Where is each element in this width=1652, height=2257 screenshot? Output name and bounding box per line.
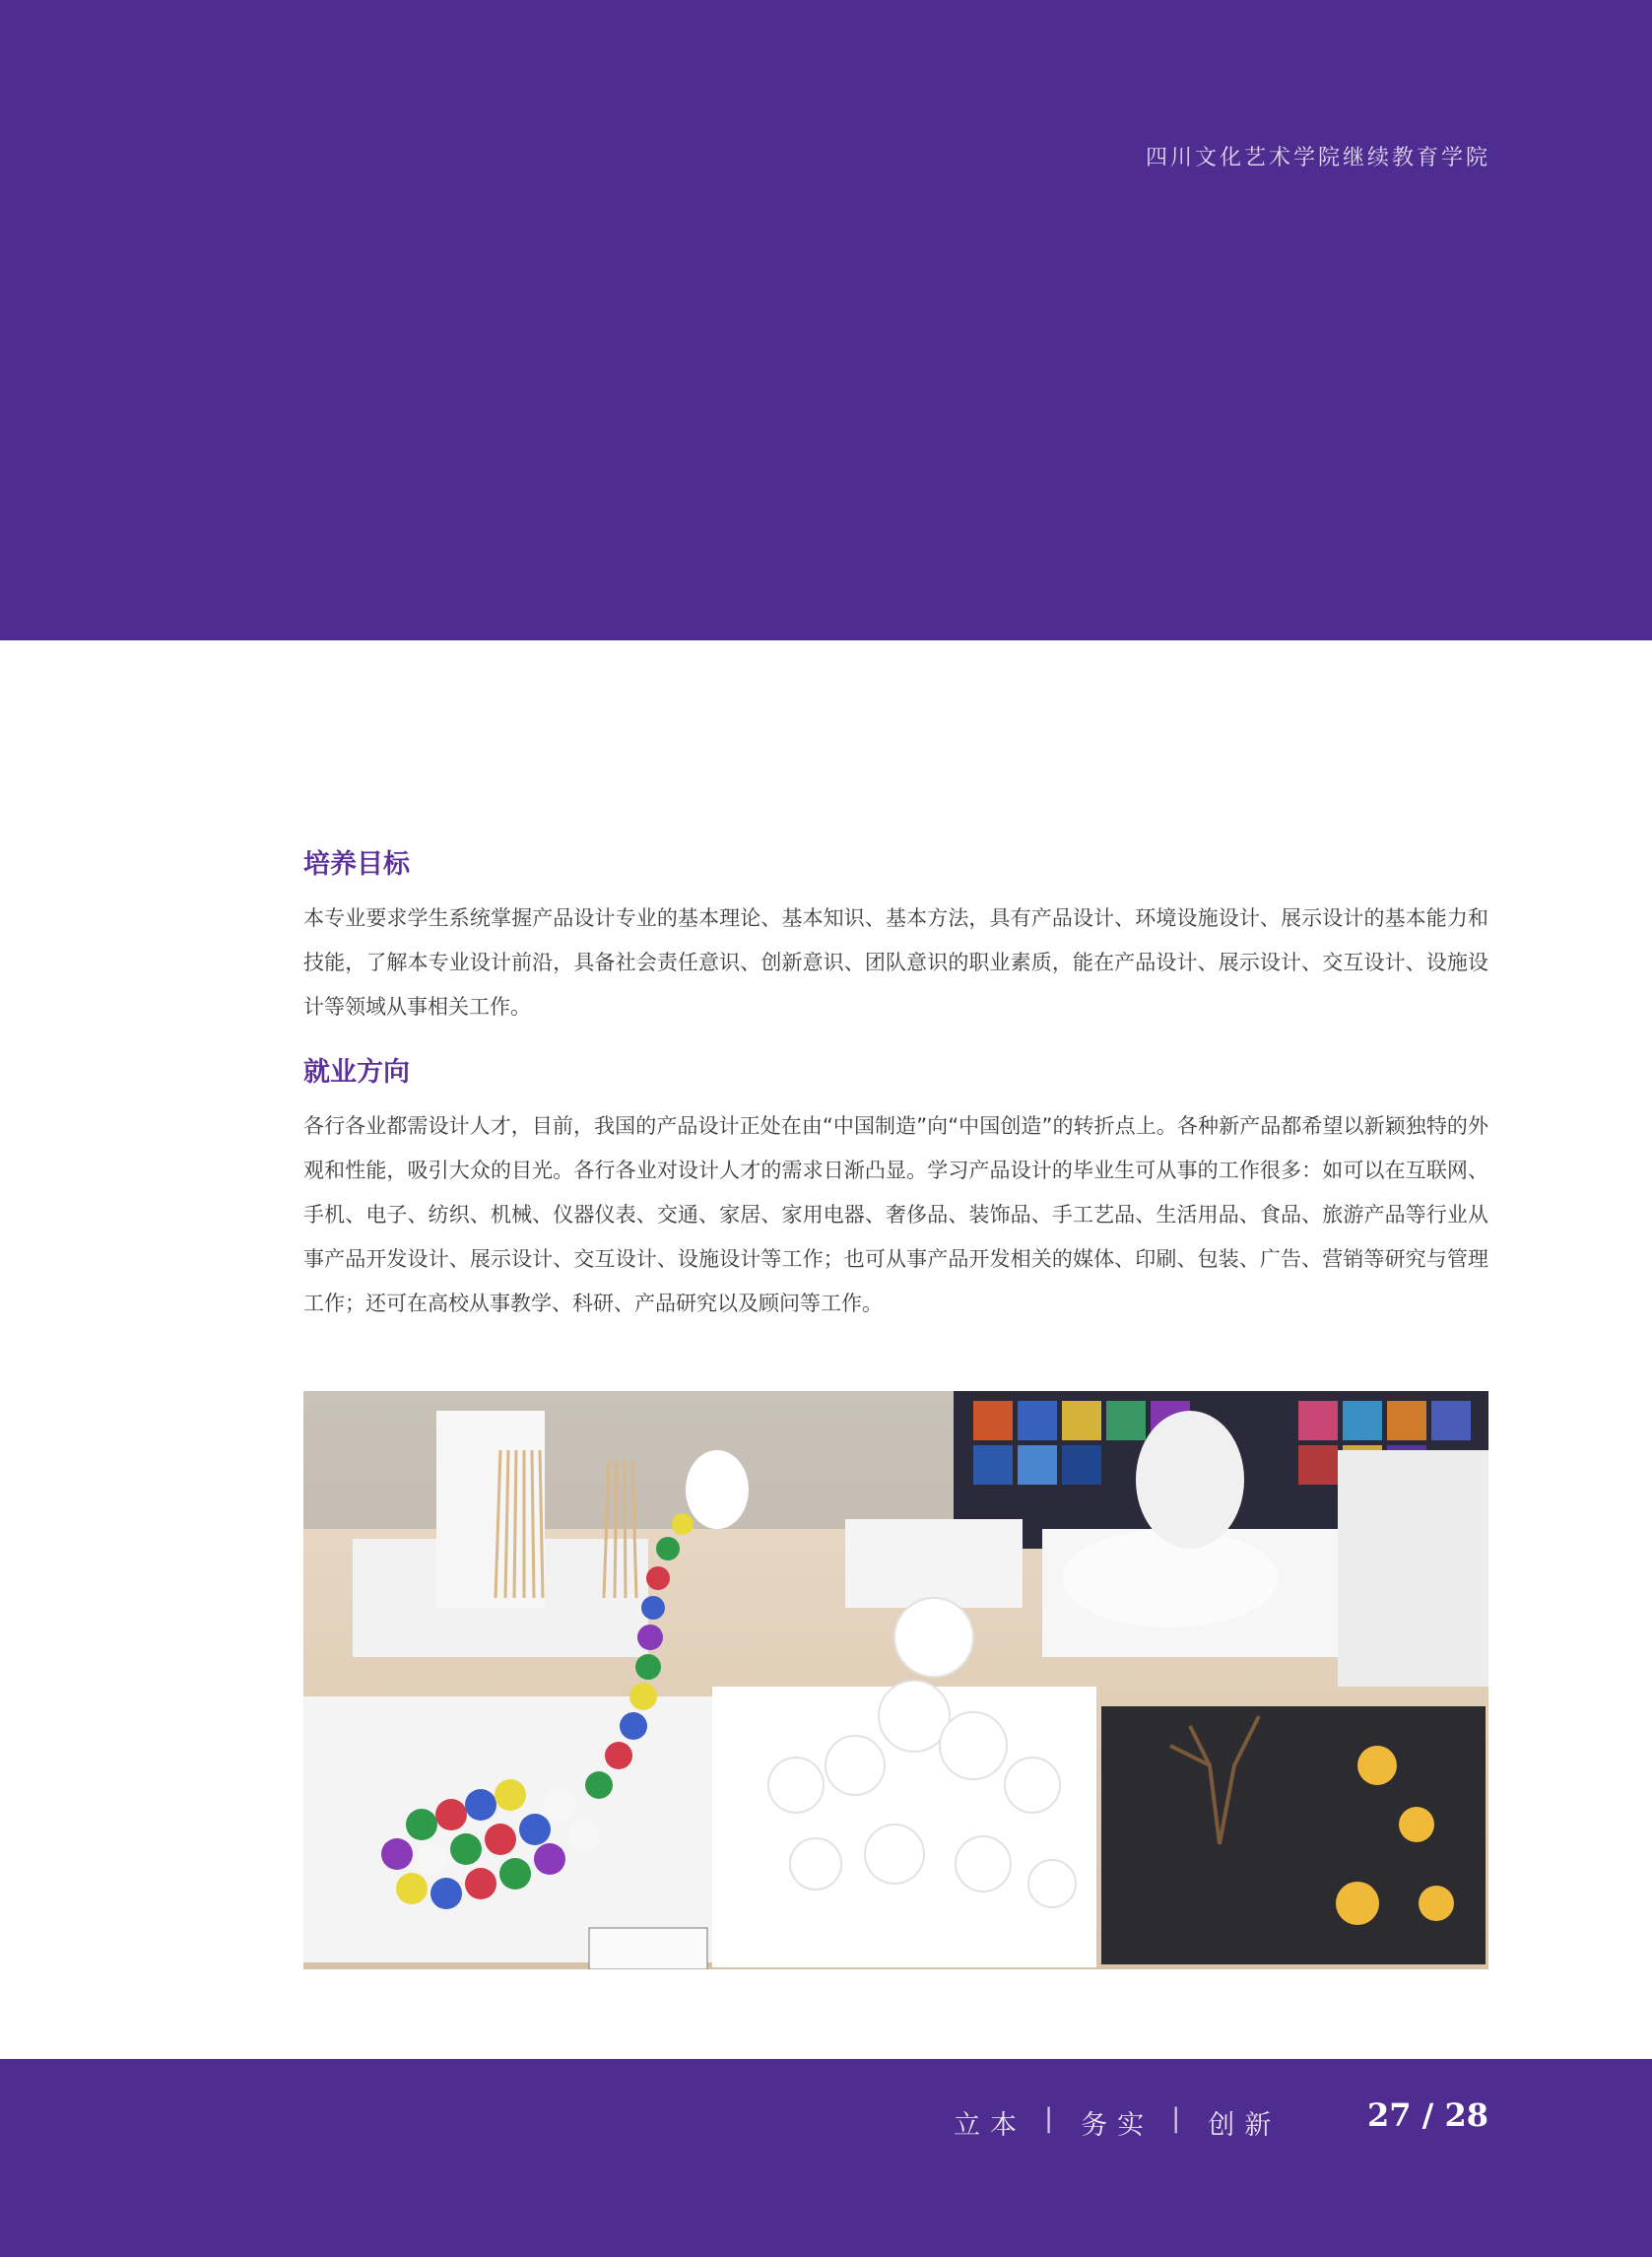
- page-number: 27 / 28: [1366, 2096, 1488, 2134]
- top-banner: [0, 0, 1652, 640]
- motto-word-2: 务实: [1081, 2110, 1155, 2141]
- institution-name: 四川文化艺术学院继续教育学院: [1145, 146, 1490, 170]
- motto-separator-1: |: [1044, 2103, 1064, 2134]
- student-works-photo: [303, 1391, 1488, 1969]
- main-content: [303, 847, 1488, 1352]
- bottom-banner: [0, 2059, 1652, 2257]
- section-body-goals: 本专业要求学生系统掌握产品设计专业的基本理论、基本知识、基本方法，具有产品设计、环境设施设计、展示设计的基本能力和技能，了解本专业设计前沿，具备社会责任意识、创新意识、团队意识的职业素质，能在产品设计、展示设计、交互设计、设施设计等领域从事相关工作。: [303, 906, 1488, 1019]
- motto-word-1: 立本: [954, 2110, 1026, 2141]
- school-motto: [954, 2103, 1281, 2142]
- motto-separator-2: |: [1171, 2103, 1191, 2134]
- section-heading-goals: 培养目标: [303, 849, 410, 880]
- motto-word-3: 创新: [1208, 2110, 1282, 2141]
- section-body-careers: 各行各业都需设计人才，目前，我国的产品设计正处在由“中国制造”向“中国创造”的转折点上。各种新产品都希望以新颖独特的外观和性能，吸引大众的目光。各行各业对设计人才的需求日渐凸显。学习产品设计的毕业生可从事的工作很多：如可以在互联网、手机、电子、纺织、机械、仪器仪表、交通、家居、家用电器、奢侈品、装饰品、手工艺品、生活用品、食品、旅游产品等行业从事产品开发设计、展示设计、交互设计、设施设计等工作；也可从事产品开发相关的媒体、印刷、包装、广告、营销等研究与管理工作；还可在高校从事教学、科研、产品研究以及顾问等工作。: [303, 1114, 1488, 1315]
- section-heading-careers: 就业方向: [303, 1057, 410, 1088]
